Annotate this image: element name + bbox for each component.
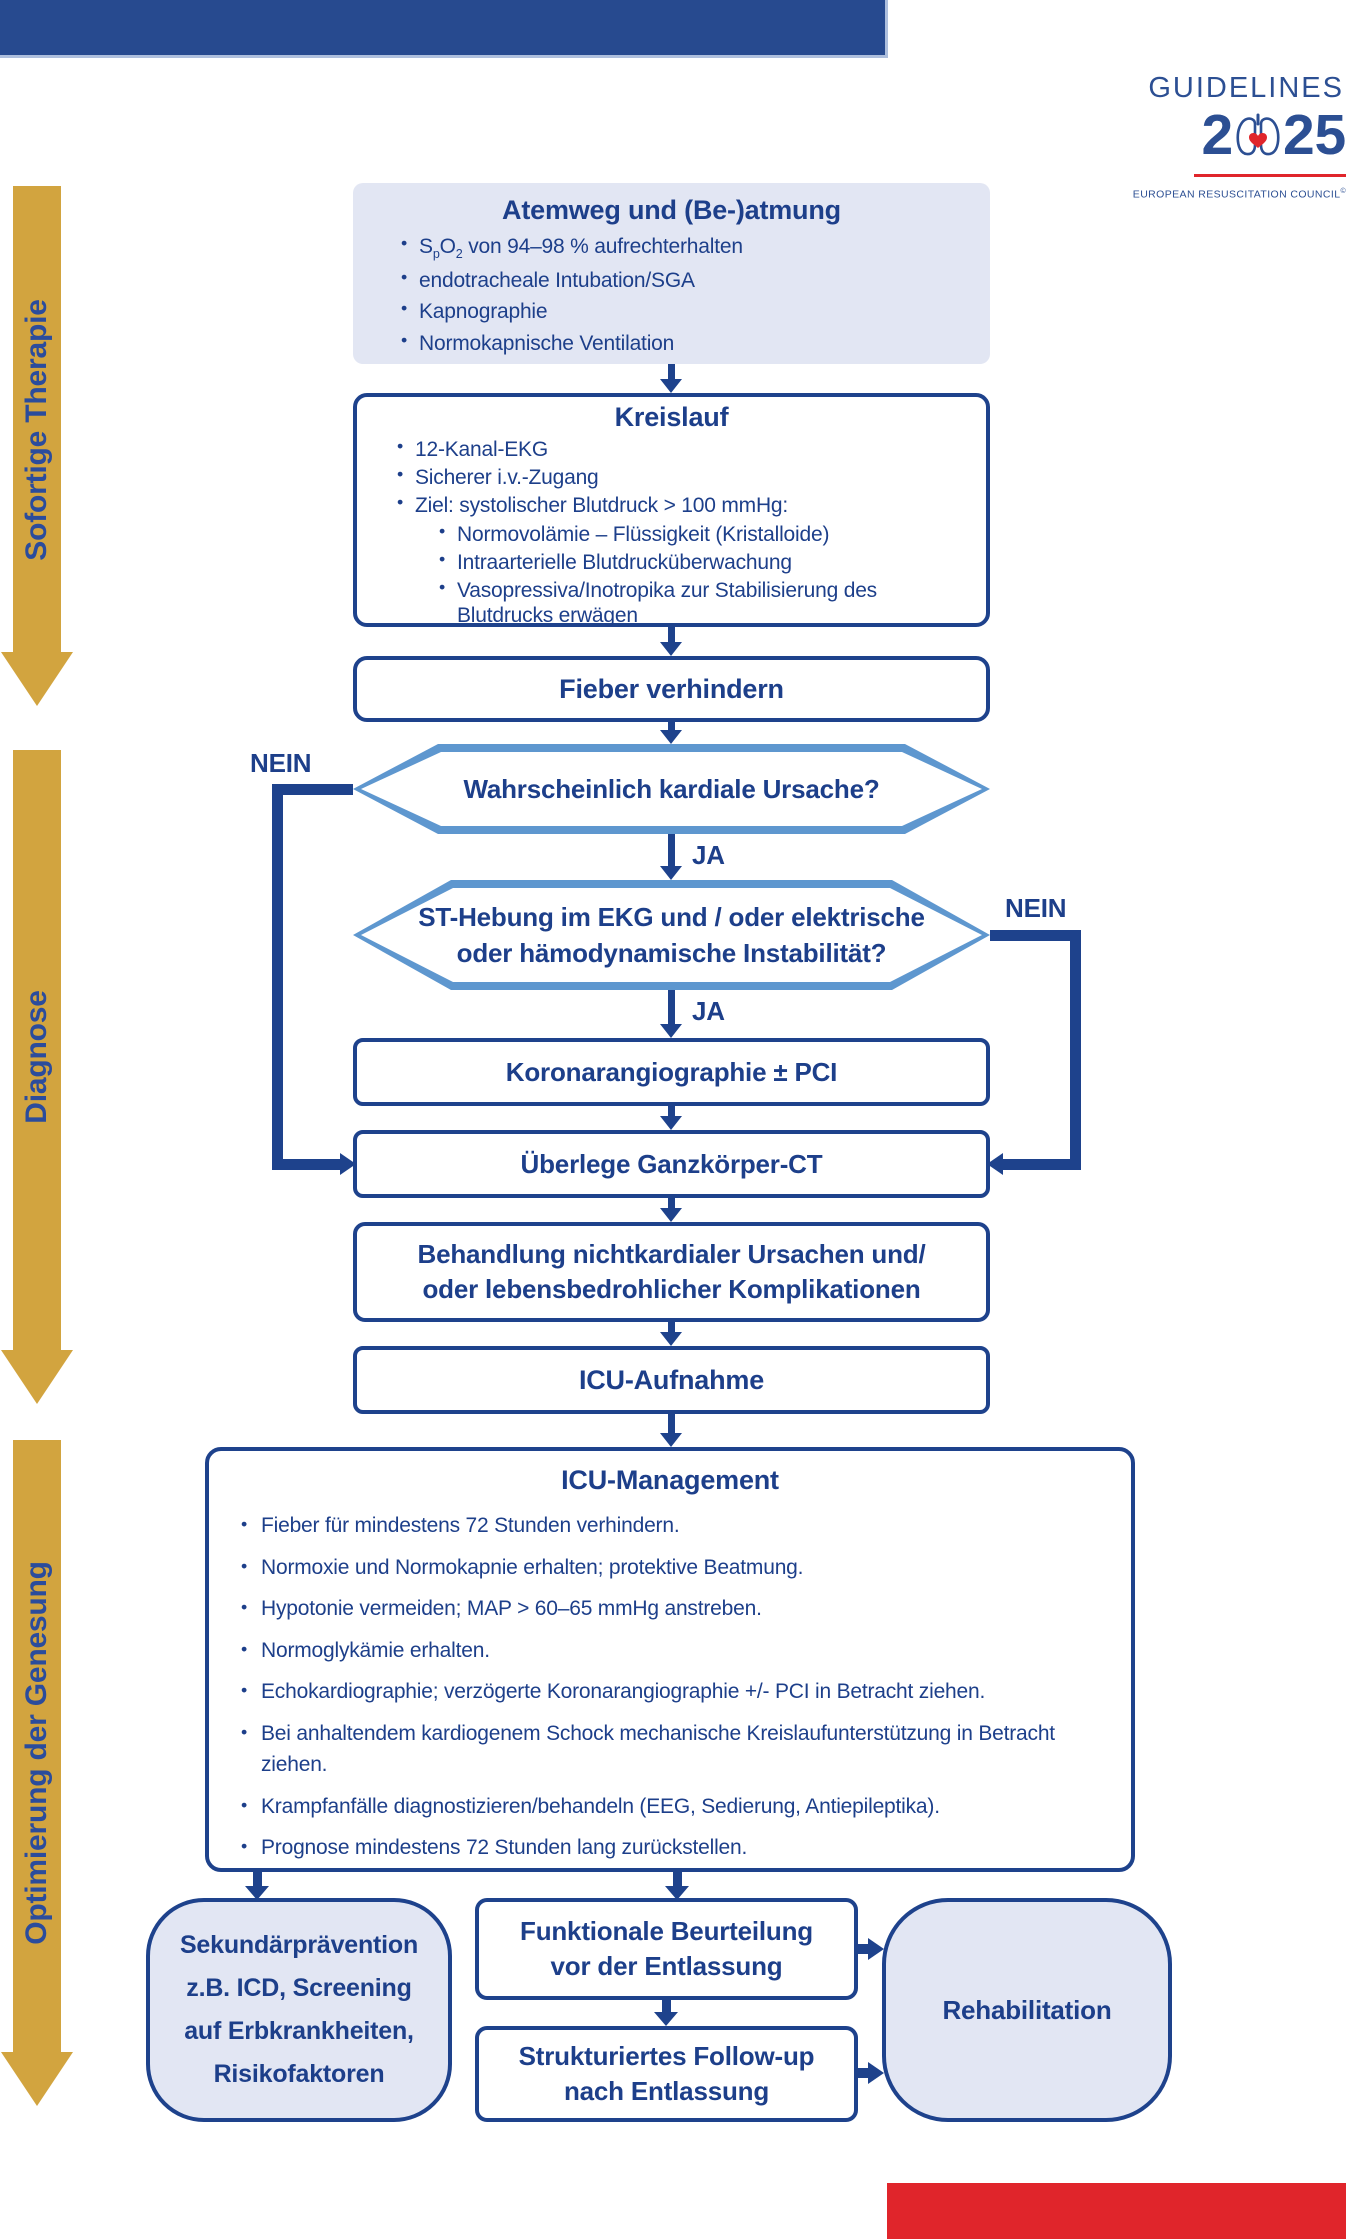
icu-bullet-prognosis: • Prognose mindestens 72 Stunden lang zurückstellen. [239,1832,1119,1864]
arrow-noncardiac-to-icu-admission [660,1322,682,1346]
secondary-prevention-card [146,1898,452,2122]
circulation-bullet-list [357,437,986,628]
icu-bullet-hypotension: • Hypotonie vermeiden; MAP > 60–65 mmHg anstreben. [239,1593,1119,1625]
arrow-icu-to-secondary-prevention [245,1872,269,1900]
icu-bullet-normoglycaemia: • Normoglykämie erhalten. [239,1635,1119,1667]
secondary-prevention-line3: auf Erbkrankheiten, [184,2017,414,2045]
decision-st-question-line2: oder hämodynamische Instabilität? [456,938,887,968]
logo-org-text: EUROPEAN RESUSCITATION COUNCIL© [1132,188,1346,201]
coronary-angiography-box: Koronarangiographie ± PCI [353,1038,990,1106]
icu-management-bullet-list [209,1510,1131,1864]
arrow-st-yes [660,990,682,1038]
cardiac-decision-yes-label: JA [692,840,725,870]
decision-st-question-line1: ST-Hebung im EKG und / oder elektrische [418,901,925,932]
logo-red-rule [1194,174,1346,177]
logo-guidelines-text: GUIDELINES [1148,72,1344,104]
noncardiac-line1: Behandlung nichtkardialer Ursachen und/ [417,1238,926,1269]
phase-label-immediate-therapy: Sofortige Therapie [20,299,53,562]
logo-year-prefix: 2 [1201,103,1233,167]
phase-arrow-immediate-therapy [0,186,74,706]
icu-management-title: ICU-Management [561,1465,779,1495]
airway-breathing-box [353,183,990,364]
airway-bullet-spo2: • $S_pO_2$ von 94–98 % aufrechterhalten [399,234,972,262]
circulation-bullet-bp-target: • Ziel: systolischer Blutdruck > 100 mmHg: [395,493,968,518]
circulation-box-title: Kreislauf [614,402,729,432]
noncardiac-treatment-box [353,1222,990,1322]
phase-label-diagnosis: Diagnose [20,990,53,1125]
icu-bullet-echo: • Echokardiographie; verzögerte Koronarangiographie +/- PCI in Betracht ziehen. [239,1676,1119,1708]
lungs-heart-icon [1234,110,1282,162]
arrow-coronary-to-ct [660,1106,682,1130]
cardiac-decision-no-label: NEIN [250,748,312,778]
arrow-circulation-to-fever [660,627,682,656]
icu-bullet-seizures: • Krampfanfälle diagnostizieren/behandeln (EEG, Sedierung, Antiepileptika). [239,1791,1119,1823]
structured-followup-line1: Strukturiertes Follow-up [518,2040,815,2071]
icu-admission-box: ICU-Aufnahme [353,1346,990,1414]
circulation-subbullet-arterial-monitoring: • Intraarterielle Blutdrucküberwachung [437,550,968,575]
icu-bullet-normoxia: • Normoxie und Normokapnie erhalten; protektive Beatmung. [239,1552,1119,1584]
st-decision-no-label: NEIN [1005,893,1067,923]
phase-arrow-diagnosis [0,750,74,1404]
structured-followup-box [475,2026,858,2122]
airway-box-title: Atemweg und (Be-)atmung [502,195,841,225]
secondary-prevention-line4: Risikofaktoren [213,2060,385,2088]
prevent-fever-box: Fieber verhindern [353,656,990,722]
arrow-cardiac-yes [660,834,682,880]
circulation-bullet-iv-access: • Sicherer i.v.-Zugang [395,465,968,490]
circulation-subbullet-vasopressors: • Vasopressiva/Inotropika zur Stabilisierung des Blutdrucks erwägen [437,578,968,628]
arrow-icu-to-functional-assessment [665,1872,689,1900]
airway-bullet-capnography: • Kapnographie [399,299,972,324]
phase-arrow-recovery-optimisation [0,1440,74,2106]
circulation-bullet-ecg: • 12-Kanal-EKG [395,437,968,462]
functional-assessment-box [475,1898,858,2000]
functional-assessment-line1: Funktionale Beurteilung [520,1915,813,1946]
airway-bullet-list [353,234,990,356]
circulation-box [353,393,990,627]
arrow-airway-to-circulation [660,364,682,393]
decision-st-question [353,880,990,990]
airway-bullet-intubation: • endotracheale Intubation/SGA [399,268,972,293]
secondary-prevention-line2: z.B. ICD, Screening [186,1974,412,2002]
decision-st-elevation [353,880,990,990]
top-accent-bar [0,0,888,58]
erc-guidelines-logo [1130,72,1346,201]
logo-year-suffix: 25 [1282,103,1346,167]
red-accent-bar [887,2183,1346,2239]
phase-label-recovery-optimisation: Optimierung der Genesung [20,1561,53,1945]
arrow-functional-to-followup [654,2000,678,2026]
icu-management-box [205,1447,1135,1872]
decision-cardiac-cause [353,744,990,834]
arrow-admission-to-icu-management [660,1414,682,1447]
icu-bullet-shock-support: • Bei anhaltendem kardiogenem Schock mechanische Kreislaufunterstützung in Betracht ziehen. [239,1718,1119,1781]
st-decision-yes-label: JA [692,996,725,1026]
rehabilitation-card: Rehabilitation [882,1898,1172,2122]
structured-followup-line2: nach Entlassung [563,2076,770,2106]
functional-assessment-line2: vor der Entlassung [550,1951,783,1981]
circulation-subbullet-normovolaemia: • Normovolämie – Flüssigkeit (Kristalloide) [437,522,968,547]
logo-year [1130,103,1346,167]
decision-cardiac-question: Wahrscheinlich kardiale Ursache? [463,773,880,804]
arrow-ct-to-noncardiac [660,1198,682,1222]
copyright-mark: © [1340,188,1346,195]
secondary-prevention-line1: Sekundärprävention [179,1931,419,1959]
airway-bullet-ventilation: • Normokapnische Ventilation [399,331,972,356]
arrow-fever-to-cardiac-decision [660,722,682,744]
whole-body-ct-box: Überlege Ganzkörper-CT [353,1130,990,1198]
noncardiac-line2: oder lebensbedrohlicher Komplikationen [422,1274,921,1304]
icu-bullet-fever: • Fieber für mindestens 72 Stunden verhindern. [239,1510,1119,1542]
